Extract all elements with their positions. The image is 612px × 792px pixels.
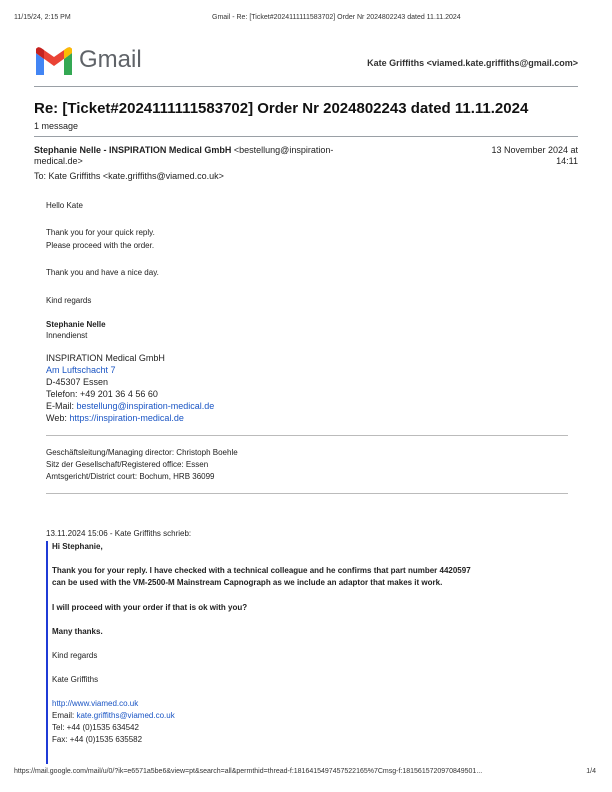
company-web-line bbox=[46, 413, 184, 423]
gmail-envelope-icon bbox=[34, 45, 74, 77]
quote-header: 13.11.2024 15:06 - Kate Griffiths schrieb: bbox=[46, 529, 192, 538]
quote-tel: Tel: +44 (0)1535 634542 bbox=[52, 723, 139, 732]
quote-email-link[interactable]: kate.griffiths@viamed.co.uk bbox=[76, 711, 175, 720]
legal-divider-top bbox=[46, 435, 568, 436]
company-email-link[interactable]: bestellung@inspiration-medical.de bbox=[76, 401, 215, 411]
date-line1: 13 November 2024 at bbox=[491, 145, 578, 155]
body-line1: Thank you for your quick reply. bbox=[46, 228, 155, 237]
body-line3: Thank you and have a nice day. bbox=[46, 268, 159, 277]
quote-para1-line1: Thank you for your reply. I have checked with a technical colleague and he confirms that part number 4420597 bbox=[52, 566, 471, 575]
company-phone: Telefon: +49 201 36 4 56 60 bbox=[46, 389, 158, 399]
signature-role: Innendienst bbox=[46, 331, 88, 340]
message-date bbox=[438, 145, 578, 167]
company-street-link[interactable]: Am Luftschacht 7 bbox=[46, 365, 116, 375]
company-name: INSPIRATION Medical GmbH bbox=[46, 353, 165, 363]
sender-email-part2: medical.de> bbox=[34, 156, 83, 166]
legal-registered-office: Sitz der Gesellschaft/Registered office: Essen bbox=[46, 460, 209, 469]
date-line2: 14:11 bbox=[556, 156, 578, 166]
print-title: Gmail - Re: [Ticket#2024111111583702] Order Nr 2024802243 dated 11.11.2024 bbox=[212, 14, 461, 21]
account-identity: Kate Griffiths <viamed.kate.griffiths@gmail.com> bbox=[367, 58, 578, 68]
body-closing: Kind regards bbox=[46, 296, 92, 305]
quote-para1-line2: can be used with the VM-2500-M Mainstream Capnograph as we include an adaptor that makes it work. bbox=[52, 578, 443, 587]
subject-divider bbox=[34, 136, 578, 137]
quote-closing: Kind regards bbox=[52, 651, 98, 660]
quote-bar bbox=[46, 541, 48, 764]
quote-email-line bbox=[52, 711, 175, 720]
sender-email-part1: <bestellung@inspiration- bbox=[233, 145, 334, 155]
quote-website-link[interactable]: http://www.viamed.co.uk bbox=[52, 699, 139, 708]
legal-district-court: Amtsgericht/District court: Bochum, HRB 36099 bbox=[46, 472, 215, 481]
quote-greeting: Hi Stephanie, bbox=[52, 542, 103, 551]
sender-name: Stephanie Nelle - INSPIRATION Medical GmbH bbox=[34, 145, 232, 155]
quote-email-label: Email: bbox=[52, 711, 77, 720]
company-web-label: Web: bbox=[46, 413, 70, 423]
email-subject: Re: [Ticket#2024111111583702] Order Nr 2024802243 dated 11.11.2024 bbox=[34, 100, 529, 117]
body-line2: Please proceed with the order. bbox=[46, 241, 155, 250]
quote-para2: I will proceed with your order if that is ok with you? bbox=[52, 603, 248, 612]
quote-fax: Fax: +44 (0)1535 635582 bbox=[52, 735, 143, 744]
message-count: 1 message bbox=[34, 121, 79, 131]
recipient-line: To: Kate Griffiths <kate.griffiths@viamed.co.uk> bbox=[34, 171, 224, 181]
body-greeting: Hello Kate bbox=[46, 201, 83, 210]
print-datetime: 11/15/24, 2:15 PM bbox=[14, 14, 71, 21]
gmail-wordmark: Gmail bbox=[79, 46, 142, 73]
quote-thanks: Many thanks. bbox=[52, 627, 103, 636]
header-divider bbox=[34, 86, 578, 87]
signature-name: Stephanie Nelle bbox=[46, 320, 106, 329]
sender-info bbox=[34, 145, 414, 167]
page-number: 1/4 bbox=[586, 768, 596, 775]
company-email-label: E-Mail: bbox=[46, 401, 77, 411]
legal-divider-bottom bbox=[46, 493, 568, 494]
footer-url: https://mail.google.com/mail/u/0/?ik=e6571a5be6&view=pt&search=all&permthid=thread-f:1816415497457522165%7Cmsg-f:1815615720970849501... bbox=[14, 768, 483, 775]
company-email-line bbox=[46, 401, 214, 411]
quote-name: Kate Griffiths bbox=[52, 675, 99, 684]
legal-managing-director: Geschäftsleitung/Managing director: Christoph Boehle bbox=[46, 448, 238, 457]
company-web-link[interactable]: https://inspiration-medical.de bbox=[69, 413, 184, 423]
company-city: D-45307 Essen bbox=[46, 377, 109, 387]
